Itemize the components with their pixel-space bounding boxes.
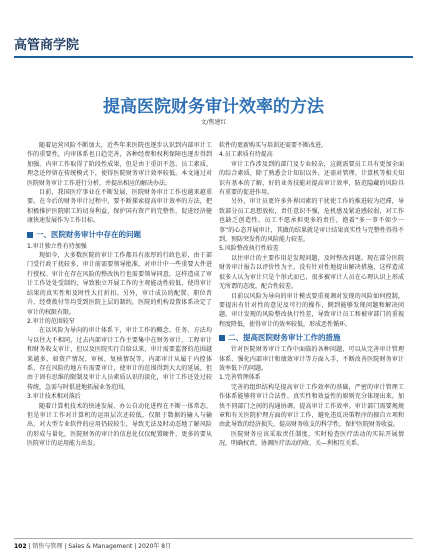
paragraph: 随着运营风险不断加大，近些年来医院也逐步认识到内部审计工作的重要性，内审体系也日趋完善，各种经费和权利保障也逐步得到加强。内审工作取得了阶段性成果，但是由于重识不忽、员工素质、理念还停留在传统模式下，使得医院财务审计效率较低。本文通过对医院财务审计工作进行分析，并提出相应的解决办法。 (27, 142, 212, 187)
paragraph: 完善的组织结构是提高审计工作效率的基础，严密的审计管理工作体系能够将审计合法性、真实性和效益性的原则充分体现出来，加快不同部门之间的沟通协调，提高审计工作效率。审计部门需要规规章和有关医院护理方面的审计工作，避免违反决策程序的擅自立项和由此导致的经济损失，提高财务收支的科学性，保护医院财务收益。 (219, 383, 404, 429)
section-heading (27, 230, 212, 240)
page-number: 102 (14, 543, 27, 550)
paragraph: 现如今，大多数医院的审计工作都具有浓厚的行政色彩，由于部门受行政干扰较多，审计前需要领导批准，对审计中一些重要大件进行授权。审计在存在风险的整改执行也需要领导同意，这样造成了审计工作处处受制约，导致独立开展工作的主观能动性较低，使得审计结果的真实性和及时性大打折扣。另外，审计成员的配置、职位晋升、经费拨付等均受到医院上层的制约，医院的机构设置体系决定了审计的权限有限。 (27, 252, 212, 316)
subheading: 3.审计技术相对落后 (27, 393, 81, 401)
page-footer (14, 541, 171, 550)
section-heading-text: 一、医院财务审计中存在的问题 (36, 229, 141, 239)
section-label: 高管商学院 (14, 38, 80, 53)
subheading: 2.审计的范围较窄 (27, 317, 75, 325)
paragraph: 以往审计的主要作用是发现问题，及时整改问题。现在部分医院财务审计报告以评价性为主，没有针对性地提出解决措施，这样造成很多人认为审计只是个形式而已，很多被审计人员在心理认识上形成无所谓的态度，配合性较差。 (219, 254, 404, 291)
header-rule (14, 56, 413, 58)
heading-marker-icon (27, 232, 33, 238)
subheading: 1.审计独立性有待加强 (27, 242, 87, 250)
paragraph: 目前以风险为导向的审计模式要重视调对发现的风险如何控制，要提出有针对性的意见及可行的操作，側到能够发现问题和解决问题。审计发现的风险整改执行性差，导致审计员工和被审部门的重视程度降低，使得审计的效率较低，形成恶性循环。 (219, 292, 404, 328)
paragraph: 针对医院财务审计工作中面临的各种问题，可以从完善审计管理体系、强化内部审计和绩效审计等方面入手，不断改善医院财务审计效率低下的问题。 (219, 346, 404, 372)
footer-rule (14, 538, 413, 539)
footer-sep: | (64, 543, 69, 550)
magazine-name-cn: 销售与管理 (32, 543, 63, 550)
left-column (27, 141, 212, 449)
magazine-name-en: Sales & Management (68, 543, 133, 550)
paragraph: 软件的更新购买与培训还需要不断改进。 (219, 142, 328, 149)
issue-date: 2020年 8月 (138, 543, 172, 550)
paragraph: 另外，审计员更许多外界因素的干扰使工作的推进较为迟滞，导致部分员工思想放松，责任意识不强，危机感及紧迫感较弱，对工作也缺乏创造性。员工不愿承担更多的责任，抱着“多一事不如少一事”的心态开展审计，其做的结果就是审计结果真实性与完整性得得不到，预防突发性的风险能力较差。 (219, 198, 404, 244)
paragraph: 在以风险为导向的审计体系下，审计工作的概念、任务、方法均与以往大不相同，过去内部审计工作主要集中在财务审计、工程审计和财务收支审计，但以及医院实行自给以来，审计需要监督的范围越来越多，如资产情况、审核、复核情况等，内部审计从属于内控体系，存在风险的地方有需要审计，使审计的范围得到大大的延展，但由于固有思维的限制及审计人员素质认识的淡化，审计工作还处过较传统，急需与时俱进地拓展业务范围。 (27, 327, 212, 391)
paragraph: 医院财务应该采取责任制度，实时检查医疗活动的实际开展情况，明确权责，协调医疗活动的收、关—利相互关系。 (219, 430, 404, 448)
paragraph: 随着计算机技术的快速发展，办公自动化进程在不断一体常态，但是审计工作对计算机的运用层次还较低，仅限于数据的输入与输出，对大型专业软件的应用仍较较生，导致无法及时动态地了解风险的形成与量化，医院财务的审计的信息化仅仅配置硬件，更多的要从医院审计的运用能力出发。 (27, 402, 212, 448)
article-author: 文/焦建红 (200, 119, 227, 126)
subheading: 4.员工素质有待提高 (219, 151, 273, 159)
article-title: 提高医院财务审计效率的方法 (103, 97, 324, 117)
footer-sep: | (134, 543, 139, 550)
right-column (219, 141, 404, 449)
heading-marker-icon (219, 335, 225, 341)
paragraph: 目前，我国医疗事业在不断发展，医院财务审计工作也越来越重要。在今后的财务审计过程中，要不断探索提高审计效率的方法，把积极推护医院职工的切身利益，保护国有资产的完整性，促进经济健康快速发展作为工作目标。 (27, 189, 212, 225)
section-heading (219, 333, 404, 343)
subheading: 1.完善管理体系 (219, 374, 261, 382)
section-heading-text: 二、提高医院财务审计工作的措施 (228, 333, 341, 343)
paragraph: 审计工作涉及到的部门及专业较杂，这就需要员工具有更加全面的综合素质，除了熟悉会计知识以外，还需对管理、计算机等相关知识有基本的了解，好的业务技能对提高审计效率，防范隐藏的风险具有重要的促进作用。 (219, 160, 404, 197)
subheading: 5.风险整改执行性较差 (219, 245, 279, 253)
footer-sep: | (28, 543, 33, 550)
